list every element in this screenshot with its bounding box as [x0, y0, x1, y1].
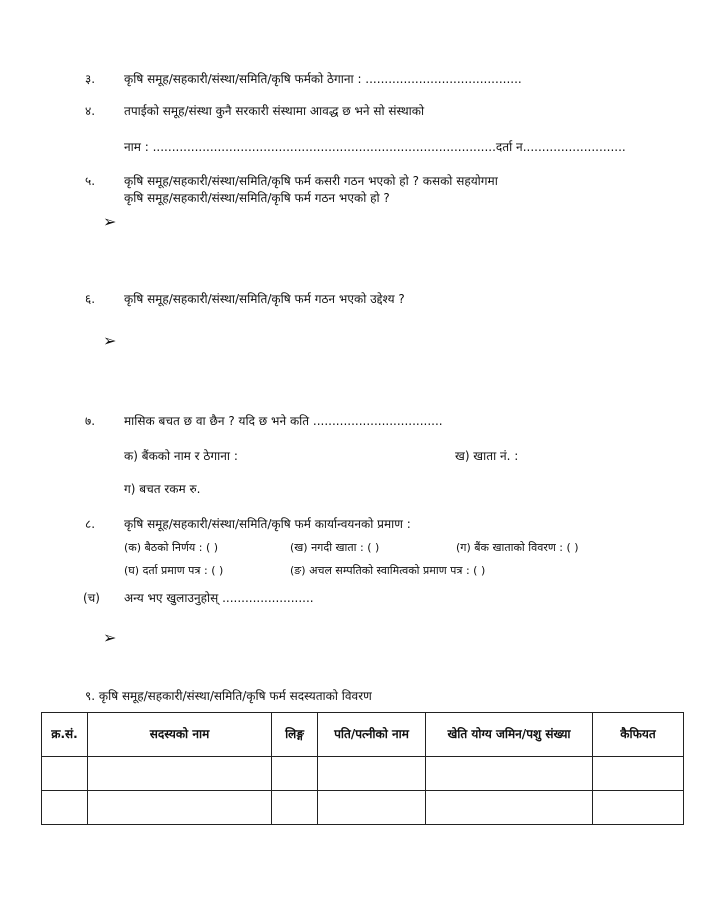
q3-number: ३. — [85, 72, 96, 86]
q4-text: तपाईको समूह/संस्था कुनै सरकारी संस्थामा आवद्ध छ भने सो संस्थाको — [124, 104, 425, 118]
header-land-livestock: खेति योग्य जमिन/पशु संख्या — [426, 713, 593, 757]
header-spouse-name: पति/पत्नीको नाम — [318, 713, 426, 757]
table-row — [42, 791, 684, 825]
q7-savings-amount: ग) बचत रकम रु. — [124, 482, 201, 496]
q5-line1: कृषि समूह/सहकारी/संस्था/समिति/कृषि फर्म कसरी गठन भएको हो ? कसको सहयोगमा — [124, 174, 498, 188]
q7-bank-name: क) बैंकको नाम र ठेगाना : — [124, 449, 238, 463]
q3-text: कृषि समूह/सहकारी/संस्था/समिति/कृषि फर्मको ठेगाना : ......................................... — [124, 72, 522, 86]
q7-number: ७. — [85, 414, 96, 428]
table-cell[interactable] — [88, 791, 272, 825]
table-cell[interactable] — [88, 757, 272, 791]
q8-option-kha: (ख) नगदी खाता : ( ) — [290, 541, 380, 554]
header-gender: लिङ्ग — [272, 713, 318, 757]
q9-title: ९. कृषि समूह/सहकारी/संस्था/समिति/कृषि फर्म सदस्यताको विवरण — [85, 689, 372, 703]
header-member-name: सदस्यको नाम — [88, 713, 272, 757]
table-cell[interactable] — [272, 791, 318, 825]
header-serial-number: क्र.सं. — [42, 713, 88, 757]
table-cell[interactable] — [318, 757, 426, 791]
other-answer-arrow-icon: ➢ — [103, 628, 117, 647]
q6-answer-arrow-icon: ➢ — [103, 331, 117, 350]
table-cell[interactable] — [426, 791, 593, 825]
q8-option-ga: (ग) बैंक खाताको विवरण : ( ) — [456, 541, 579, 554]
table-cell[interactable] — [426, 757, 593, 791]
table-header-row — [42, 713, 684, 757]
q4-number: ४. — [85, 104, 96, 118]
q8-option-gha: (घ) दर्ता प्रमाण पत्र : ( ) — [124, 564, 224, 577]
header-remarks: कैफियत — [593, 713, 684, 757]
q7-account-number: ख) खाता नं. : — [455, 449, 519, 463]
q6-number: ६. — [85, 292, 96, 306]
q8-number: ८. — [85, 517, 96, 531]
q8-text: कृषि समूह/सहकारी/संस्था/समिति/कृषि फर्म कार्यान्वयनको प्रमाण : — [124, 517, 411, 531]
q5-answer-arrow-icon: ➢ — [103, 212, 117, 231]
q5-line2: कृषि समूह/सहकारी/संस्था/समिति/कृषि फर्म गठन भएको हो ? — [124, 191, 390, 205]
q8-option-ka: (क) बैठको निर्णय : ( ) — [124, 541, 219, 554]
other-number: (च) — [83, 591, 100, 605]
q7-text: मासिक बचत छ वा छैन ? यदि छ भने कति .................................. — [124, 414, 443, 428]
q6-text: कृषि समूह/सहकारी/संस्था/समिति/कृषि फर्म गठन भएको उद्देश्य ? — [124, 292, 405, 306]
table-cell[interactable] — [593, 791, 684, 825]
table-cell[interactable] — [593, 757, 684, 791]
table-cell[interactable] — [318, 791, 426, 825]
table-cell[interactable] — [42, 757, 88, 791]
table-cell[interactable] — [272, 757, 318, 791]
table-row — [42, 757, 684, 791]
q4-name-line: नाम : ..........................................................................................दर्ता न........................... — [124, 140, 626, 154]
table-cell[interactable] — [42, 791, 88, 825]
other-text: अन्य भए खुलाउनुहोस् ........................ — [124, 591, 314, 605]
q8-option-da: (ङ) अचल सम्पतिको स्वामित्वको प्रमाण पत्र : ( ) — [290, 564, 486, 577]
q5-number: ५. — [85, 174, 96, 188]
membership-table — [41, 712, 684, 825]
